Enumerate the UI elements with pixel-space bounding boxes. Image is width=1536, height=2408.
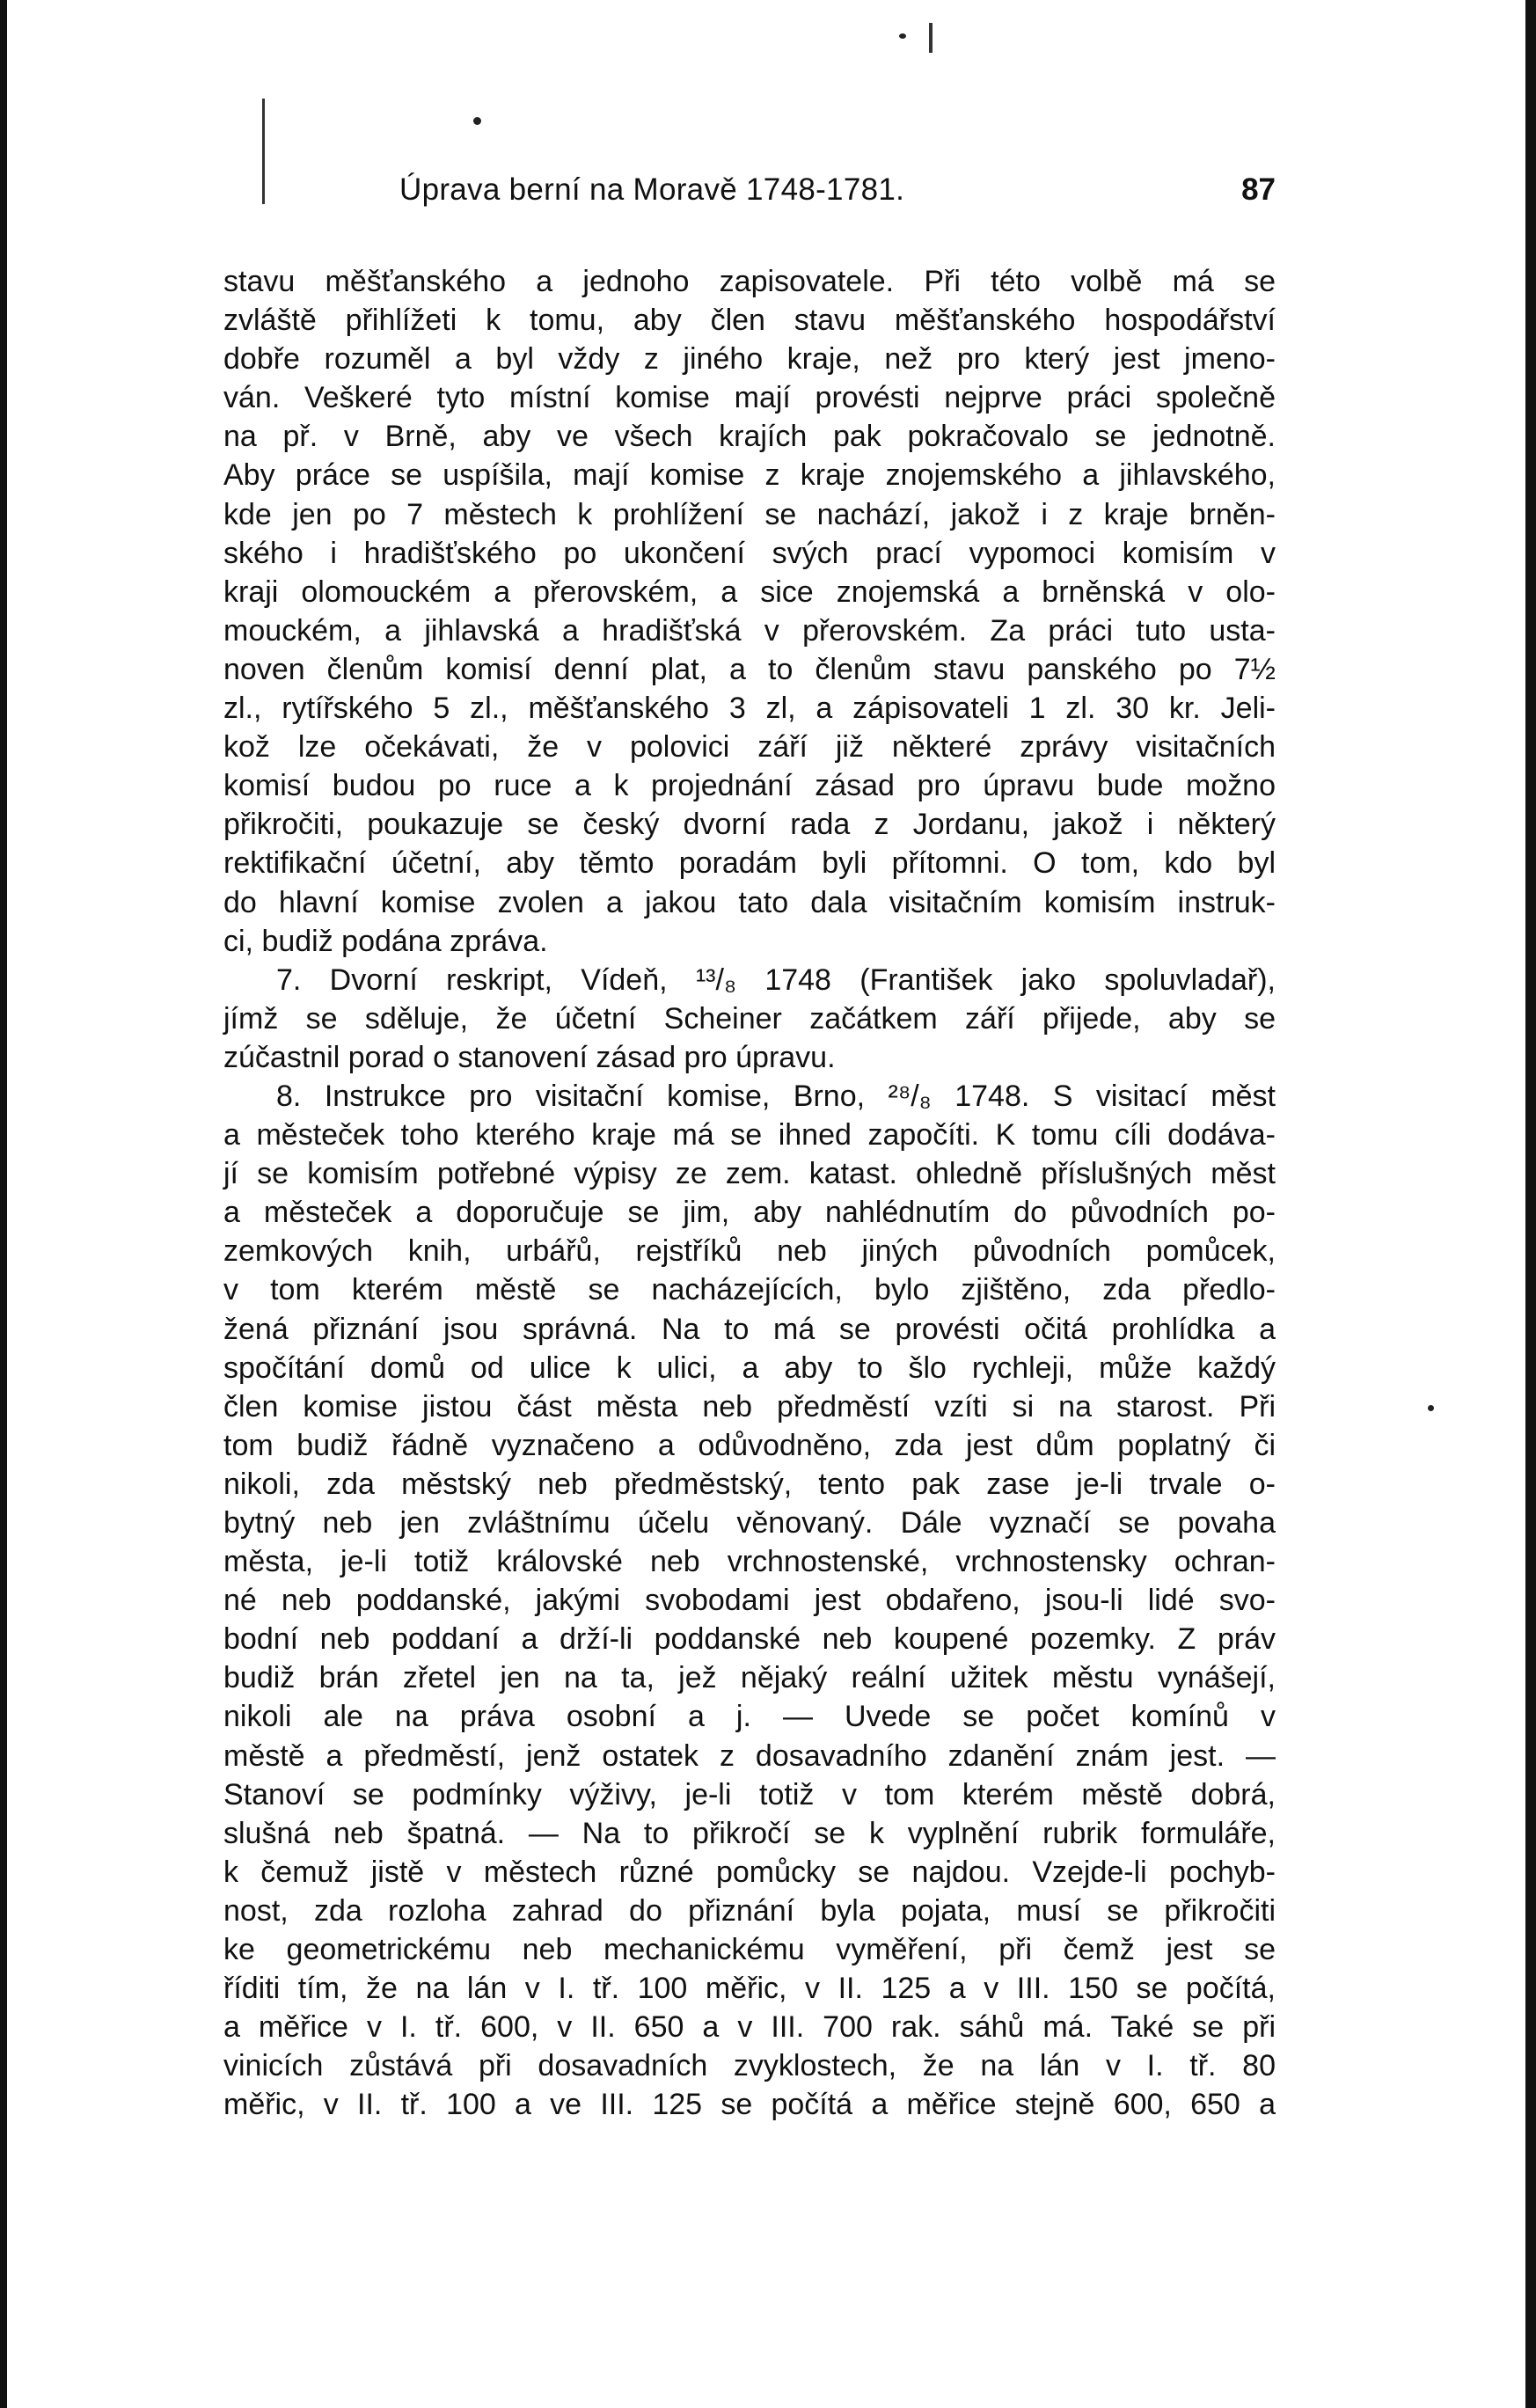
scan-edge-right bbox=[1525, 0, 1536, 2408]
text-line: měřic, v II. tř. 100 a ve III. 125 se počítá a měřice stejně 600, 650 a bbox=[223, 2088, 1276, 2122]
text-line: mouckém, a jihlavská a hradišťská v přerovském. Za práci tuto usta- bbox=[223, 613, 1276, 648]
text-line: noven členům komisí denní plat, a to členům stavu panského po 7½ bbox=[223, 652, 1276, 686]
text-line: ke geometrickému neb mechanickému vyměření, při čemž jest se bbox=[223, 1933, 1276, 1967]
text-line: zvláště přihlížeti k tomu, aby člen stavu měšťanského hospodářství bbox=[223, 304, 1276, 338]
text-line: na př. v Brně, aby ve všech krajích pak pokračovalo se jednotně. bbox=[223, 420, 1276, 454]
text-line: kraji olomouckém a přerovském, a sice znojemská a brněnská v olo- bbox=[223, 575, 1276, 609]
text-line: zúčastnil porad o stanovení zásad pro úpravu. bbox=[223, 1040, 836, 1074]
scan-artifact-line bbox=[929, 23, 933, 53]
text-line: stavu měšťanského a jednoho zapisovatele. Při této volbě má se bbox=[223, 265, 1276, 298]
text-line: města, je-li totiž královské neb vrchnostenské, vrchnostensky ochran- bbox=[223, 1545, 1276, 1579]
text-line-entry-7: 7. Dvorní reskript, Vídeň, ¹³/₈ 1748 (František jako spoluvladař), bbox=[276, 962, 1276, 997]
text-line: jímž se sděluje, že účetní Scheiner začátkem září přijede, aby se bbox=[223, 1001, 1276, 1036]
text-line: bodní neb poddaní a drží-li poddanské neb koupené pozemky. Z práv bbox=[223, 1622, 1276, 1657]
text-line: spočítání domů od ulice k ulici, a aby to šlo rychleji, může každý bbox=[223, 1350, 1276, 1385]
text-line: tom budiž řádně vyznačeno a odůvodněno, zda jest dům poplatný či bbox=[223, 1428, 1276, 1462]
text-line: rektifikační účetní, aby těmto poradám byli přítomni. O tom, kdo byl bbox=[223, 846, 1276, 881]
text-line: né neb poddanské, jakými svobodami jest obdařeno, jsou-li lidé svo- bbox=[223, 1584, 1276, 1618]
text-line: Stanoví se podmínky výživy, je-li totiž v tom kterém městě dobrá, bbox=[223, 1777, 1276, 1811]
text-line: vinicích zůstává při dosavadních zvyklostech, že na lán v I. tř. 80 bbox=[223, 2049, 1276, 2083]
text-line: budiž brán zřetel jen na ta, jež nějaký reální užitek městu vynášejí, bbox=[223, 1661, 1276, 1695]
running-head bbox=[223, 172, 1276, 216]
text-line: Aby práce se uspíšila, mají komise z kraje znojemského a jihlavského, bbox=[223, 458, 1276, 493]
text-line: nost, zda rozloha zahrad do přiznání byla pojata, musí se přikročiti bbox=[223, 1893, 1276, 1928]
text-line: nikoli, zda městský neb předměstský, tento pak zase je-li trvale o- bbox=[223, 1467, 1276, 1501]
scan-artifact-dot bbox=[1428, 1405, 1434, 1411]
text-line: a městeček toho kterého kraje má se ihned započíti. K tomu cíli dodáva- bbox=[223, 1118, 1276, 1153]
text-line: v tom kterém městě se nacházejících, bylo zjištěno, zda předlo- bbox=[223, 1273, 1276, 1307]
text-line: kož lze očekávati, že v polovici září již některé zprávy visitačních bbox=[223, 730, 1276, 765]
text-line: komisí budou po ruce a k projednání zásad pro úpravu bude možno bbox=[223, 769, 1276, 803]
text-line: ván. Veškeré tyto místní komise mají provésti nejprve práci společně bbox=[223, 381, 1276, 415]
running-head-title: Úprava berní na Moravě 1748-1781. bbox=[399, 172, 905, 207]
text-line: kde jen po 7 městech k prohlížení se nachází, jakož i z kraje brněn- bbox=[223, 497, 1276, 531]
text-line: žená přiznání jsou správná. Na to má se provésti očitá prohlídka a bbox=[223, 1312, 1276, 1346]
text-line: ci, budiž podána zpráva. bbox=[223, 924, 548, 958]
text-line: člen komise jistou část města neb předměstí vzíti si na starost. Při bbox=[223, 1389, 1276, 1424]
text-line: nikoli ale na práva osobní a j. — Uvede se počet komínů v bbox=[223, 1700, 1276, 1734]
text-line: do hlavní komise zvolen a jakou tato dala visitačním komisím instruk- bbox=[223, 885, 1276, 919]
text-line: a měřice v I. tř. 600, v II. 650 a v III. 700 rak. sáhů má. Také se při bbox=[223, 2010, 1276, 2045]
text-line: říditi tím, že na lán v I. tř. 100 měřic, v II. 125 a v III. 150 se počítá, bbox=[223, 1972, 1276, 2006]
text-line: slušná neb špatná. — Na to přikročí se k vyplnění rubrik formuláře, bbox=[223, 1816, 1276, 1850]
text-line: ského i hradišťského po ukončení svých prací vypomoci komisím v bbox=[223, 536, 1276, 570]
scan-artifact-dot bbox=[899, 33, 906, 39]
page-number: 87 bbox=[1241, 172, 1276, 207]
text-line: zemkových knih, urbářů, rejstříků neb jiných původních pomůcek, bbox=[223, 1234, 1276, 1269]
text-line: jí se komisím potřebné výpisy ze zem. katast. ohledně příslušných měst bbox=[223, 1157, 1276, 1191]
body-text bbox=[223, 262, 1276, 2125]
text-line: bytný neb jen zvláštnímu účelu věnovaný. Dále vyznačí se povaha bbox=[223, 1506, 1276, 1540]
text-line: městě a předměstí, jenž ostatek z dosavadního zdanění znám jest. — bbox=[223, 1738, 1276, 1773]
text-line-entry-8: 8. Instrukce pro visitační komise, Brno, ²⁸/₈ 1748. S visitací měst bbox=[276, 1079, 1276, 1113]
text-line: k čemuž jistě v městech různé pomůcky se najdou. Vzejde-li pochyb- bbox=[223, 1855, 1276, 1889]
text-line: zl., rytířského 5 zl., měšťanského 3 zl, a zápisovateli 1 zl. 30 kr. Jeli- bbox=[223, 692, 1276, 726]
scan-artifact-dot bbox=[473, 117, 481, 125]
scan-edge-left bbox=[0, 0, 7, 2408]
text-line: přikročiti, poukazuje se český dvorní rada z Jordanu, jakož i některý bbox=[223, 808, 1276, 842]
text-line: a městeček a doporučuje se jim, aby nahlédnutím do původních po- bbox=[223, 1196, 1276, 1230]
text-line: dobře rozuměl a byl vždy z jiného kraje, než pro který jest jmeno- bbox=[223, 342, 1276, 377]
